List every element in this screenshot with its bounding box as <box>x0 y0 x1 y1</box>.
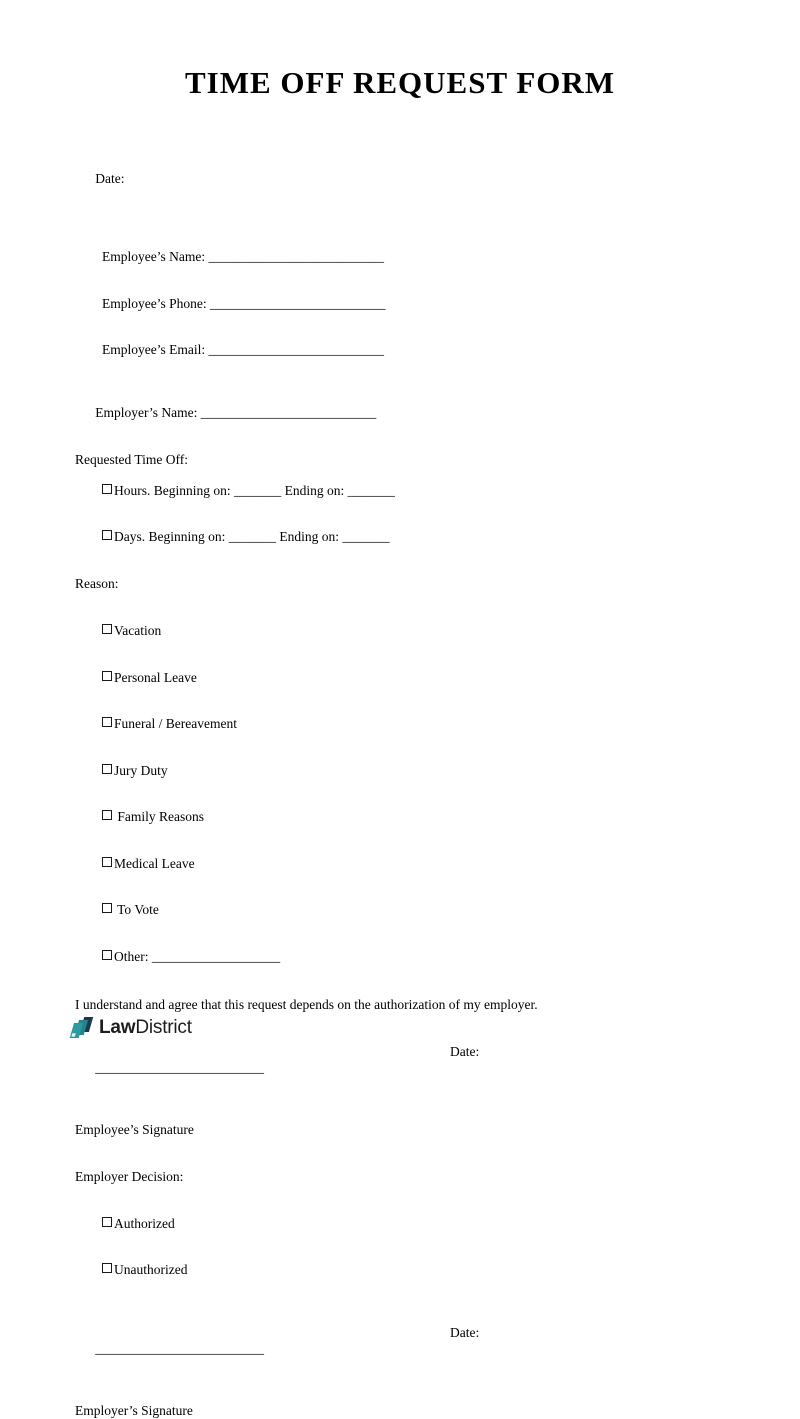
employee-info-block <box>75 234 760 374</box>
employee-phone-label: Employee’s Phone: <box>102 295 210 311</box>
checkbox-family-reasons[interactable] <box>102 810 112 820</box>
employer-signature-caption: Employer’s Signature <box>75 1403 193 1418</box>
reason-list <box>75 608 760 980</box>
reason-label: Funeral / Bereavement <box>114 716 237 731</box>
checkbox-hours[interactable] <box>102 484 112 494</box>
reason-label: Personal Leave <box>114 669 197 685</box>
reason-row-medical-leave <box>75 840 760 887</box>
document-page <box>0 65 800 1418</box>
employer-name-label: Employer’s Name: <box>95 404 201 420</box>
hours-row <box>75 467 760 514</box>
hours-label: Hours. Beginning on: <box>114 482 234 498</box>
reason-row-funeral-bereavement <box>75 701 760 748</box>
employee-phone-blank: __________________________ <box>210 295 386 311</box>
reason-label: Medical Leave <box>114 855 195 871</box>
employee-signature-line: _________________________ <box>95 1059 264 1075</box>
checkbox-authorized[interactable] <box>102 1217 112 1227</box>
employer-signature-line: _________________________ <box>95 1340 264 1356</box>
days-ending-label: Ending on: <box>276 529 343 544</box>
reason-label: Family Reasons <box>114 809 204 824</box>
employee-signature-date-label: Date: <box>450 1044 480 1059</box>
reason-row-vacation <box>75 608 760 655</box>
reason-other-blank: ___________________ <box>151 948 281 964</box>
employer-decision-header: Employer Decision: <box>75 1168 184 1184</box>
reason-label: To Vote <box>114 902 159 917</box>
checkbox-jury-duty[interactable] <box>102 764 112 774</box>
employee-name-row <box>75 234 760 281</box>
days-row <box>75 514 760 561</box>
employee-name-label: Employee’s Name: <box>102 249 209 264</box>
employer-signature-date-label: Date: <box>450 1325 480 1340</box>
date-row <box>75 155 760 202</box>
decision-row-unauthorized <box>75 1247 760 1294</box>
checkbox-unauthorized[interactable] <box>102 1263 112 1273</box>
days-beginning-blank: _______ <box>228 529 276 544</box>
hours-ending-blank: _______ <box>347 482 395 498</box>
agreement-statement: I understand and agree that this request depends on the authorization of my employer. <box>75 996 538 1012</box>
employer-name-blank: __________________________ <box>200 404 377 420</box>
form-title: TIME OFF REQUEST FORM <box>184 65 616 100</box>
days-label: Days. Beginning on: <box>114 529 229 544</box>
form-content <box>0 155 800 1419</box>
decision-row-authorized <box>75 1200 760 1247</box>
reason-row-family-reasons <box>75 794 760 841</box>
reason-row-to-vote <box>75 887 760 934</box>
employee-phone-row <box>75 280 760 327</box>
checkbox-to-vote[interactable] <box>102 903 112 913</box>
reason-row-other <box>75 933 760 980</box>
brand-district: District <box>135 1017 192 1038</box>
employee-signature-caption: Employee’s Signature <box>75 1122 194 1137</box>
employer-name-row <box>75 389 760 436</box>
date-label: Date: <box>95 170 125 186</box>
reason-row-personal-leave <box>75 654 760 701</box>
checkbox-funeral-bereavement[interactable] <box>102 717 112 727</box>
reason-header: Reason: <box>75 576 119 591</box>
reason-label: Vacation <box>114 623 162 638</box>
employer-decision-list <box>75 1200 760 1293</box>
lawdistrict-brand <box>70 1016 192 1040</box>
checkbox-other[interactable] <box>102 950 112 960</box>
hours-beginning-blank: _______ <box>234 482 282 498</box>
hours-ending-label: Ending on: <box>281 482 348 498</box>
employee-email-blank: __________________________ <box>208 342 384 357</box>
employee-email-row <box>75 327 760 374</box>
checkbox-vacation[interactable] <box>102 624 112 634</box>
reason-row-jury-duty <box>75 747 760 794</box>
reason-label: Other: <box>114 948 152 964</box>
decision-label: Authorized <box>114 1215 175 1231</box>
employee-signature-row <box>75 1044 760 1106</box>
brand-wordmark <box>99 1016 192 1040</box>
checkbox-days[interactable] <box>102 530 112 540</box>
decision-label: Unauthorized <box>114 1262 188 1277</box>
requested-time-off-block <box>75 452 760 561</box>
employee-email-label: Employee’s Email: <box>102 342 209 357</box>
reason-label: Jury Duty <box>114 762 168 778</box>
employee-name-blank: __________________________ <box>208 249 384 264</box>
requested-time-off-header: Requested Time Off: <box>75 451 189 467</box>
employer-signature-row <box>75 1325 760 1387</box>
brand-law: Law <box>99 1017 136 1038</box>
days-ending-blank: _______ <box>342 529 390 544</box>
checkbox-medical-leave[interactable] <box>102 857 112 867</box>
checkbox-personal-leave[interactable] <box>102 671 112 681</box>
lawdistrict-logo-icon <box>70 1016 94 1040</box>
